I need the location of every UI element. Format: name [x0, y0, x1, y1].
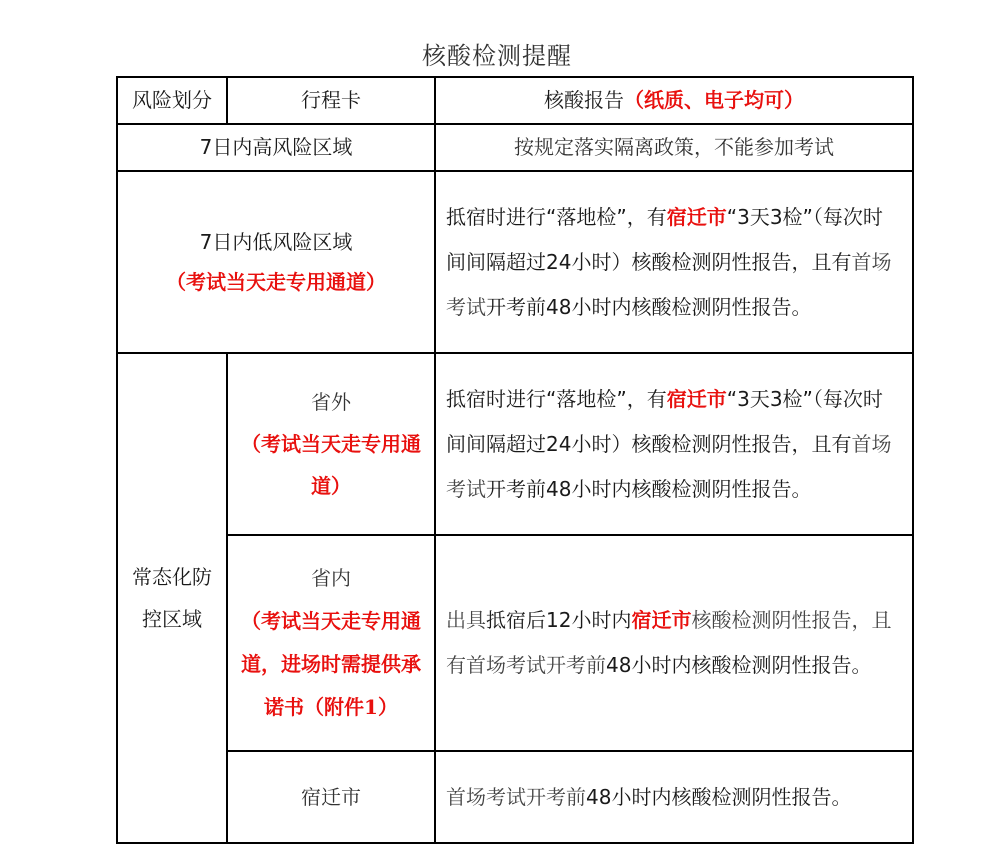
high-risk-report: 按规定落实隔离政策，不能参加考试 [435, 124, 913, 171]
low-risk-label: 7日内低风险区域 [199, 230, 353, 254]
header-itinerary: 行程卡 [227, 77, 435, 124]
inside-cell [227, 535, 435, 751]
header-row [117, 77, 913, 124]
low-risk-report [435, 171, 913, 353]
outside-cell [227, 353, 435, 535]
inside-report-text-1: 抵宿后12小时内 [486, 608, 632, 632]
outside-report-city: 宿迁市 [666, 386, 727, 411]
header-report-note: （纸质、电子均可） [624, 88, 804, 112]
row-normal-city [117, 751, 913, 843]
outside-report-first-exam: 首场考试 [446, 431, 892, 501]
page-title: 核酸检测提醒 [422, 42, 572, 70]
low-risk-note: （考试当天走专用通道） [166, 270, 386, 294]
low-report-city: 宿迁市 [666, 204, 727, 229]
row-low-risk [117, 171, 913, 353]
outside-report-text-2: “3天3检”（每次时间间隔超过24小时）核酸检测阴性报告，且有 [446, 386, 883, 456]
header-report-label: 核酸报告 [544, 88, 624, 112]
low-risk-cell [117, 171, 435, 353]
inside-label: 省内 [311, 566, 351, 590]
inside-report-text-2: 核酸检测阴性报告，且有 [446, 608, 892, 677]
low-report-text-1: 抵宿时进行“落地检”，有 [446, 204, 667, 229]
header-risk: 风险划分 [117, 77, 227, 124]
row-high-risk [117, 124, 913, 171]
inside-note: （考试当天走专用通道，进场时需提供承诺书（附件1） [241, 609, 421, 719]
inside-report-first-exam: 首场考试开考前 [466, 653, 606, 677]
inside-report-pre: 出具 [446, 608, 486, 632]
high-risk-label: 7日内高风险区域 [117, 124, 435, 171]
row-normal-inside [117, 535, 913, 751]
nucleic-test-table [116, 76, 914, 844]
row-normal-outside [117, 353, 913, 535]
low-report-first-exam: 首场考试 [446, 249, 892, 319]
header-report [435, 77, 913, 124]
outside-report [435, 353, 913, 535]
inside-report-text-3: 48小时内核酸检测阴性报告。 [606, 653, 872, 677]
outside-report-text-1: 抵宿时进行“落地检”，有 [446, 386, 667, 411]
normal-risk-label: 常态化防控区域 [117, 353, 227, 843]
low-report-text-2: “3天3检”（每次时间间隔超过24小时）核酸检测阴性报告，且有 [446, 204, 883, 274]
city-label: 宿迁市 [227, 751, 435, 843]
inside-report [435, 535, 913, 751]
outside-note: （考试当天走专用通道） [241, 432, 421, 498]
outside-label: 省外 [311, 390, 351, 414]
city-report-text: 48小时内核酸检测阴性报告。 [586, 784, 852, 809]
low-report-text-3: 开考前48小时内核酸检测阴性报告。 [486, 294, 812, 319]
city-report-first-exam: 首场考试开考前 [446, 784, 586, 809]
outside-report-text-3: 开考前48小时内核酸检测阴性报告。 [486, 476, 812, 501]
inside-report-city: 宿迁市 [631, 608, 692, 632]
city-report [435, 751, 913, 843]
